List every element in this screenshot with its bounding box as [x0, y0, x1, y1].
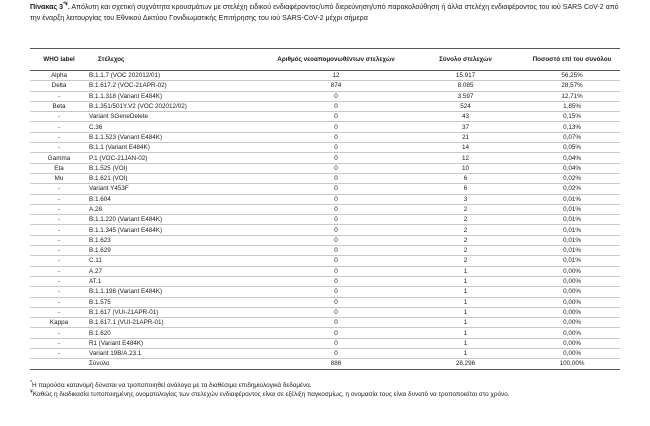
- cell-percent: 0,01%: [524, 215, 620, 225]
- cell-total: 6: [407, 184, 524, 194]
- table-row: [30, 173, 620, 183]
- cell-who-label: Mu: [30, 173, 88, 183]
- table-row: [30, 163, 620, 173]
- table-row: [30, 122, 620, 132]
- cell-lineage: B.1.525 (VOI): [88, 163, 265, 173]
- cell-lineage: B.1.351/501Y.V2 (VOC 202012/02): [88, 101, 265, 111]
- cell-who-label: -: [30, 297, 88, 307]
- cell-new-count: 0: [265, 194, 407, 204]
- cell-percent: 28,57%: [524, 81, 620, 91]
- cell-total: 10: [407, 163, 524, 173]
- cell-total: 21: [407, 132, 524, 142]
- cell-lineage: B.1.604: [88, 194, 265, 204]
- cell-who-label: Eta: [30, 163, 88, 173]
- cell-who-label: -: [30, 246, 88, 256]
- total-total: 28.296: [407, 359, 524, 369]
- cell-who-label: Alpha: [30, 71, 88, 81]
- cell-new-count: 874: [265, 81, 407, 91]
- cell-new-count: 0: [265, 215, 407, 225]
- cell-new-count: 0: [265, 91, 407, 101]
- cell-total: 1: [407, 266, 524, 276]
- cell-who-label: -: [30, 287, 88, 297]
- cell-lineage: B.1.623: [88, 235, 265, 245]
- cell-who-label: -: [30, 91, 88, 101]
- table-row: [30, 184, 620, 194]
- cell-total: 1: [407, 297, 524, 307]
- table-row: [30, 143, 620, 153]
- cell-new-count: 0: [265, 276, 407, 286]
- cell-lineage: B.1.1.7 (VOC 202012/01): [88, 71, 265, 81]
- table-row: [30, 71, 620, 81]
- table-row: [30, 112, 620, 122]
- cell-who-label: -: [30, 349, 88, 359]
- cell-total: 37: [407, 122, 524, 132]
- cell-total: 2: [407, 235, 524, 245]
- cell-lineage: B.1.617.2 (VOC-21APR-02): [88, 81, 265, 91]
- cell-percent: 0,01%: [524, 256, 620, 266]
- cell-lineage: AT.1: [88, 276, 265, 286]
- cell-lineage: B.1.1.220 (Variant E484K): [88, 215, 265, 225]
- cell-who-label: -: [30, 328, 88, 338]
- cell-total: 8.085: [407, 81, 524, 91]
- cell-new-count: 0: [265, 287, 407, 297]
- cell-lineage: Variant 19B/A.23.1: [88, 349, 265, 359]
- cell-who-label: -: [30, 194, 88, 204]
- cell-total: 1: [407, 318, 524, 328]
- cell-who-label: -: [30, 112, 88, 122]
- cell-percent: 0,01%: [524, 194, 620, 204]
- cell-total: 15.917: [407, 71, 524, 81]
- cell-who-label: Beta: [30, 101, 88, 111]
- cell-lineage: R1 (Variant E484K): [88, 338, 265, 348]
- cell-percent: 0,01%: [524, 235, 620, 245]
- cell-lineage: B.1.629: [88, 246, 265, 256]
- caption-label: Πίνακας 3*¥.: [30, 1, 70, 11]
- cell-new-count: 0: [265, 143, 407, 153]
- cell-who-label: -: [30, 143, 88, 153]
- cell-total: 2: [407, 256, 524, 266]
- cell-who-label: Kappa: [30, 318, 88, 328]
- cell-new-count: 0: [265, 256, 407, 266]
- cell-total: 1: [407, 276, 524, 286]
- cell-lineage: B.1.617.1 (VUI-21APR-01): [88, 318, 265, 328]
- variants-table: [30, 48, 620, 370]
- table-row: [30, 204, 620, 214]
- cell-new-count: 0: [265, 132, 407, 142]
- cell-lineage: B.1.1 (Variant E484K): [88, 143, 265, 153]
- total-row: [30, 359, 620, 369]
- cell-who-label: -: [30, 338, 88, 348]
- table-row: [30, 349, 620, 359]
- cell-percent: 0,07%: [524, 132, 620, 142]
- total-who: [30, 359, 88, 369]
- cell-who-label: -: [30, 225, 88, 235]
- cell-new-count: 0: [265, 122, 407, 132]
- cell-percent: 0,04%: [524, 153, 620, 163]
- table-row: [30, 328, 620, 338]
- cell-lineage: Variant Y453F: [88, 184, 265, 194]
- cell-lineage: Variant SGeneDelete: [88, 112, 265, 122]
- cell-total: 3: [407, 194, 524, 204]
- cell-lineage: B.1.1.523 (Variant E484K): [88, 132, 265, 142]
- cell-total: 3.597: [407, 91, 524, 101]
- table-header-row: [30, 49, 620, 71]
- cell-total: 1: [407, 307, 524, 317]
- cell-new-count: 0: [265, 349, 407, 359]
- cell-lineage: B.1.621 (VOI): [88, 173, 265, 183]
- cell-lineage: C.11: [88, 256, 265, 266]
- cell-percent: 0,00%: [524, 338, 620, 348]
- total-label: Σύνολο: [88, 359, 265, 369]
- cell-lineage: P.1 (VOC-21JAN-02): [88, 153, 265, 163]
- cell-percent: 0,05%: [524, 143, 620, 153]
- cell-who-label: -: [30, 184, 88, 194]
- footnote-1: *Η παρούσα κατανομή δύναται να τροποποιηθεί ανάλογα με τα διαθέσιμα επιδημιολογικά δεδομένα.: [30, 379, 312, 389]
- total-new-count: 886: [265, 359, 407, 369]
- table-row: [30, 297, 620, 307]
- table-row: [30, 91, 620, 101]
- table-row: [30, 318, 620, 328]
- cell-lineage: A.27: [88, 266, 265, 276]
- cell-total: 2: [407, 215, 524, 225]
- table-row: [30, 235, 620, 245]
- cell-total: 1: [407, 338, 524, 348]
- cell-new-count: 0: [265, 328, 407, 338]
- cell-total: 43: [407, 112, 524, 122]
- cell-percent: 0,00%: [524, 297, 620, 307]
- cell-lineage: B.1.1.318 (Variant E484K): [88, 91, 265, 101]
- cell-total: 1: [407, 349, 524, 359]
- table-row: [30, 81, 620, 91]
- table-caption: [30, 2, 630, 23]
- cell-lineage: B.1.620: [88, 328, 265, 338]
- cell-lineage: B.1.575: [88, 297, 265, 307]
- cell-percent: 0,00%: [524, 276, 620, 286]
- cell-percent: 0,01%: [524, 204, 620, 214]
- table-row: [30, 225, 620, 235]
- cell-percent: 0,15%: [524, 112, 620, 122]
- table-body: [30, 71, 620, 359]
- cell-new-count: 0: [265, 184, 407, 194]
- cell-who-label: -: [30, 266, 88, 276]
- cell-new-count: 0: [265, 235, 407, 245]
- cell-new-count: 0: [265, 163, 407, 173]
- cell-new-count: 0: [265, 338, 407, 348]
- cell-total: 2: [407, 204, 524, 214]
- cell-percent: 0,13%: [524, 122, 620, 132]
- header-new-count: Αριθμός νεοαπομονωθέντων στελεχών: [265, 49, 407, 71]
- cell-total: 14: [407, 143, 524, 153]
- cell-percent: 0,02%: [524, 184, 620, 194]
- table-row: [30, 194, 620, 204]
- cell-percent: 0,02%: [524, 173, 620, 183]
- cell-new-count: 0: [265, 225, 407, 235]
- cell-total: 2: [407, 246, 524, 256]
- cell-total: 2: [407, 225, 524, 235]
- cell-percent: 0,00%: [524, 266, 620, 276]
- cell-who-label: -: [30, 122, 88, 132]
- cell-percent: 0,01%: [524, 246, 620, 256]
- cell-percent: 0,01%: [524, 225, 620, 235]
- table-row: [30, 338, 620, 348]
- table-row: [30, 153, 620, 163]
- table-row: [30, 215, 620, 225]
- cell-new-count: 0: [265, 266, 407, 276]
- cell-percent: 0,00%: [524, 307, 620, 317]
- cell-who-label: -: [30, 276, 88, 286]
- table-row: [30, 246, 620, 256]
- cell-who-label: Delta: [30, 81, 88, 91]
- footnotes: [30, 379, 630, 400]
- cell-percent: 0,00%: [524, 328, 620, 338]
- cell-lineage: C.36: [88, 122, 265, 132]
- cell-total: 12: [407, 153, 524, 163]
- cell-new-count: 0: [265, 246, 407, 256]
- header-percent: Ποσοστό επί του συνόλου: [524, 49, 620, 71]
- cell-percent: 1,85%: [524, 101, 620, 111]
- cell-percent: 0,00%: [524, 318, 620, 328]
- cell-lineage: B.1.1.198 (Variant E484K): [88, 287, 265, 297]
- cell-who-label: -: [30, 235, 88, 245]
- cell-new-count: 0: [265, 297, 407, 307]
- header-lineage: Στέλεχος: [88, 49, 265, 71]
- cell-who-label: -: [30, 256, 88, 266]
- table-row: [30, 132, 620, 142]
- cell-new-count: 0: [265, 153, 407, 163]
- caption-text: Απόλυτη και σχετική συχνότητα κρουσμάτων με στελέχη ειδικού ενδιαφέροντος/υπό διερεύνηση/υπό παρακολούθηση ή άλλα στελέχη ενδιαφέροντος του ιού SARS CoV-2 από την έναρξη λειτουργίας του Εθνικού Δικτύου Γονιδιωματικής Επιτήρησης του ιού SARS-CoV-2 μέχρι σήμερα: [30, 3, 619, 22]
- cell-who-label: -: [30, 204, 88, 214]
- table-row: [30, 287, 620, 297]
- cell-new-count: 0: [265, 204, 407, 214]
- table-row: [30, 266, 620, 276]
- header-who-label: WHO label: [30, 49, 88, 71]
- cell-percent: 0,00%: [524, 287, 620, 297]
- cell-who-label: -: [30, 132, 88, 142]
- cell-lineage: A.28: [88, 204, 265, 214]
- table-row: [30, 101, 620, 111]
- table-row: [30, 276, 620, 286]
- cell-who-label: -: [30, 307, 88, 317]
- cell-total: 1: [407, 328, 524, 338]
- cell-lineage: B.1.1.345 (Variant E484K): [88, 225, 265, 235]
- cell-total: 6: [407, 173, 524, 183]
- table-row: [30, 256, 620, 266]
- cell-percent: 12,71%: [524, 91, 620, 101]
- cell-new-count: 0: [265, 112, 407, 122]
- cell-new-count: 0: [265, 101, 407, 111]
- cell-new-count: 0: [265, 307, 407, 317]
- cell-new-count: 12: [265, 71, 407, 81]
- cell-percent: 0,04%: [524, 163, 620, 173]
- cell-new-count: 0: [265, 318, 407, 328]
- cell-who-label: Gamma: [30, 153, 88, 163]
- header-total: Σύνολο στελεχών: [407, 49, 524, 71]
- total-percent: 100,00%: [524, 359, 620, 369]
- cell-percent: 56,25%: [524, 71, 620, 81]
- cell-total: 524: [407, 101, 524, 111]
- cell-new-count: 0: [265, 173, 407, 183]
- table-row: [30, 307, 620, 317]
- footnote-2: ¥Καθώς η διαδικασία τυποποιημένης ονοματολογίας των στελεχών ενδιαφέροντος είναι σε εξέλιξη παγκοσμίως, η ονομασία τους είναι δυνατό να τροποποιείται στο χρόνο.: [30, 388, 510, 398]
- cell-lineage: B.1.617 (VUI-21APR-01): [88, 307, 265, 317]
- cell-percent: 0,00%: [524, 349, 620, 359]
- cell-total: 1: [407, 287, 524, 297]
- cell-who-label: -: [30, 215, 88, 225]
